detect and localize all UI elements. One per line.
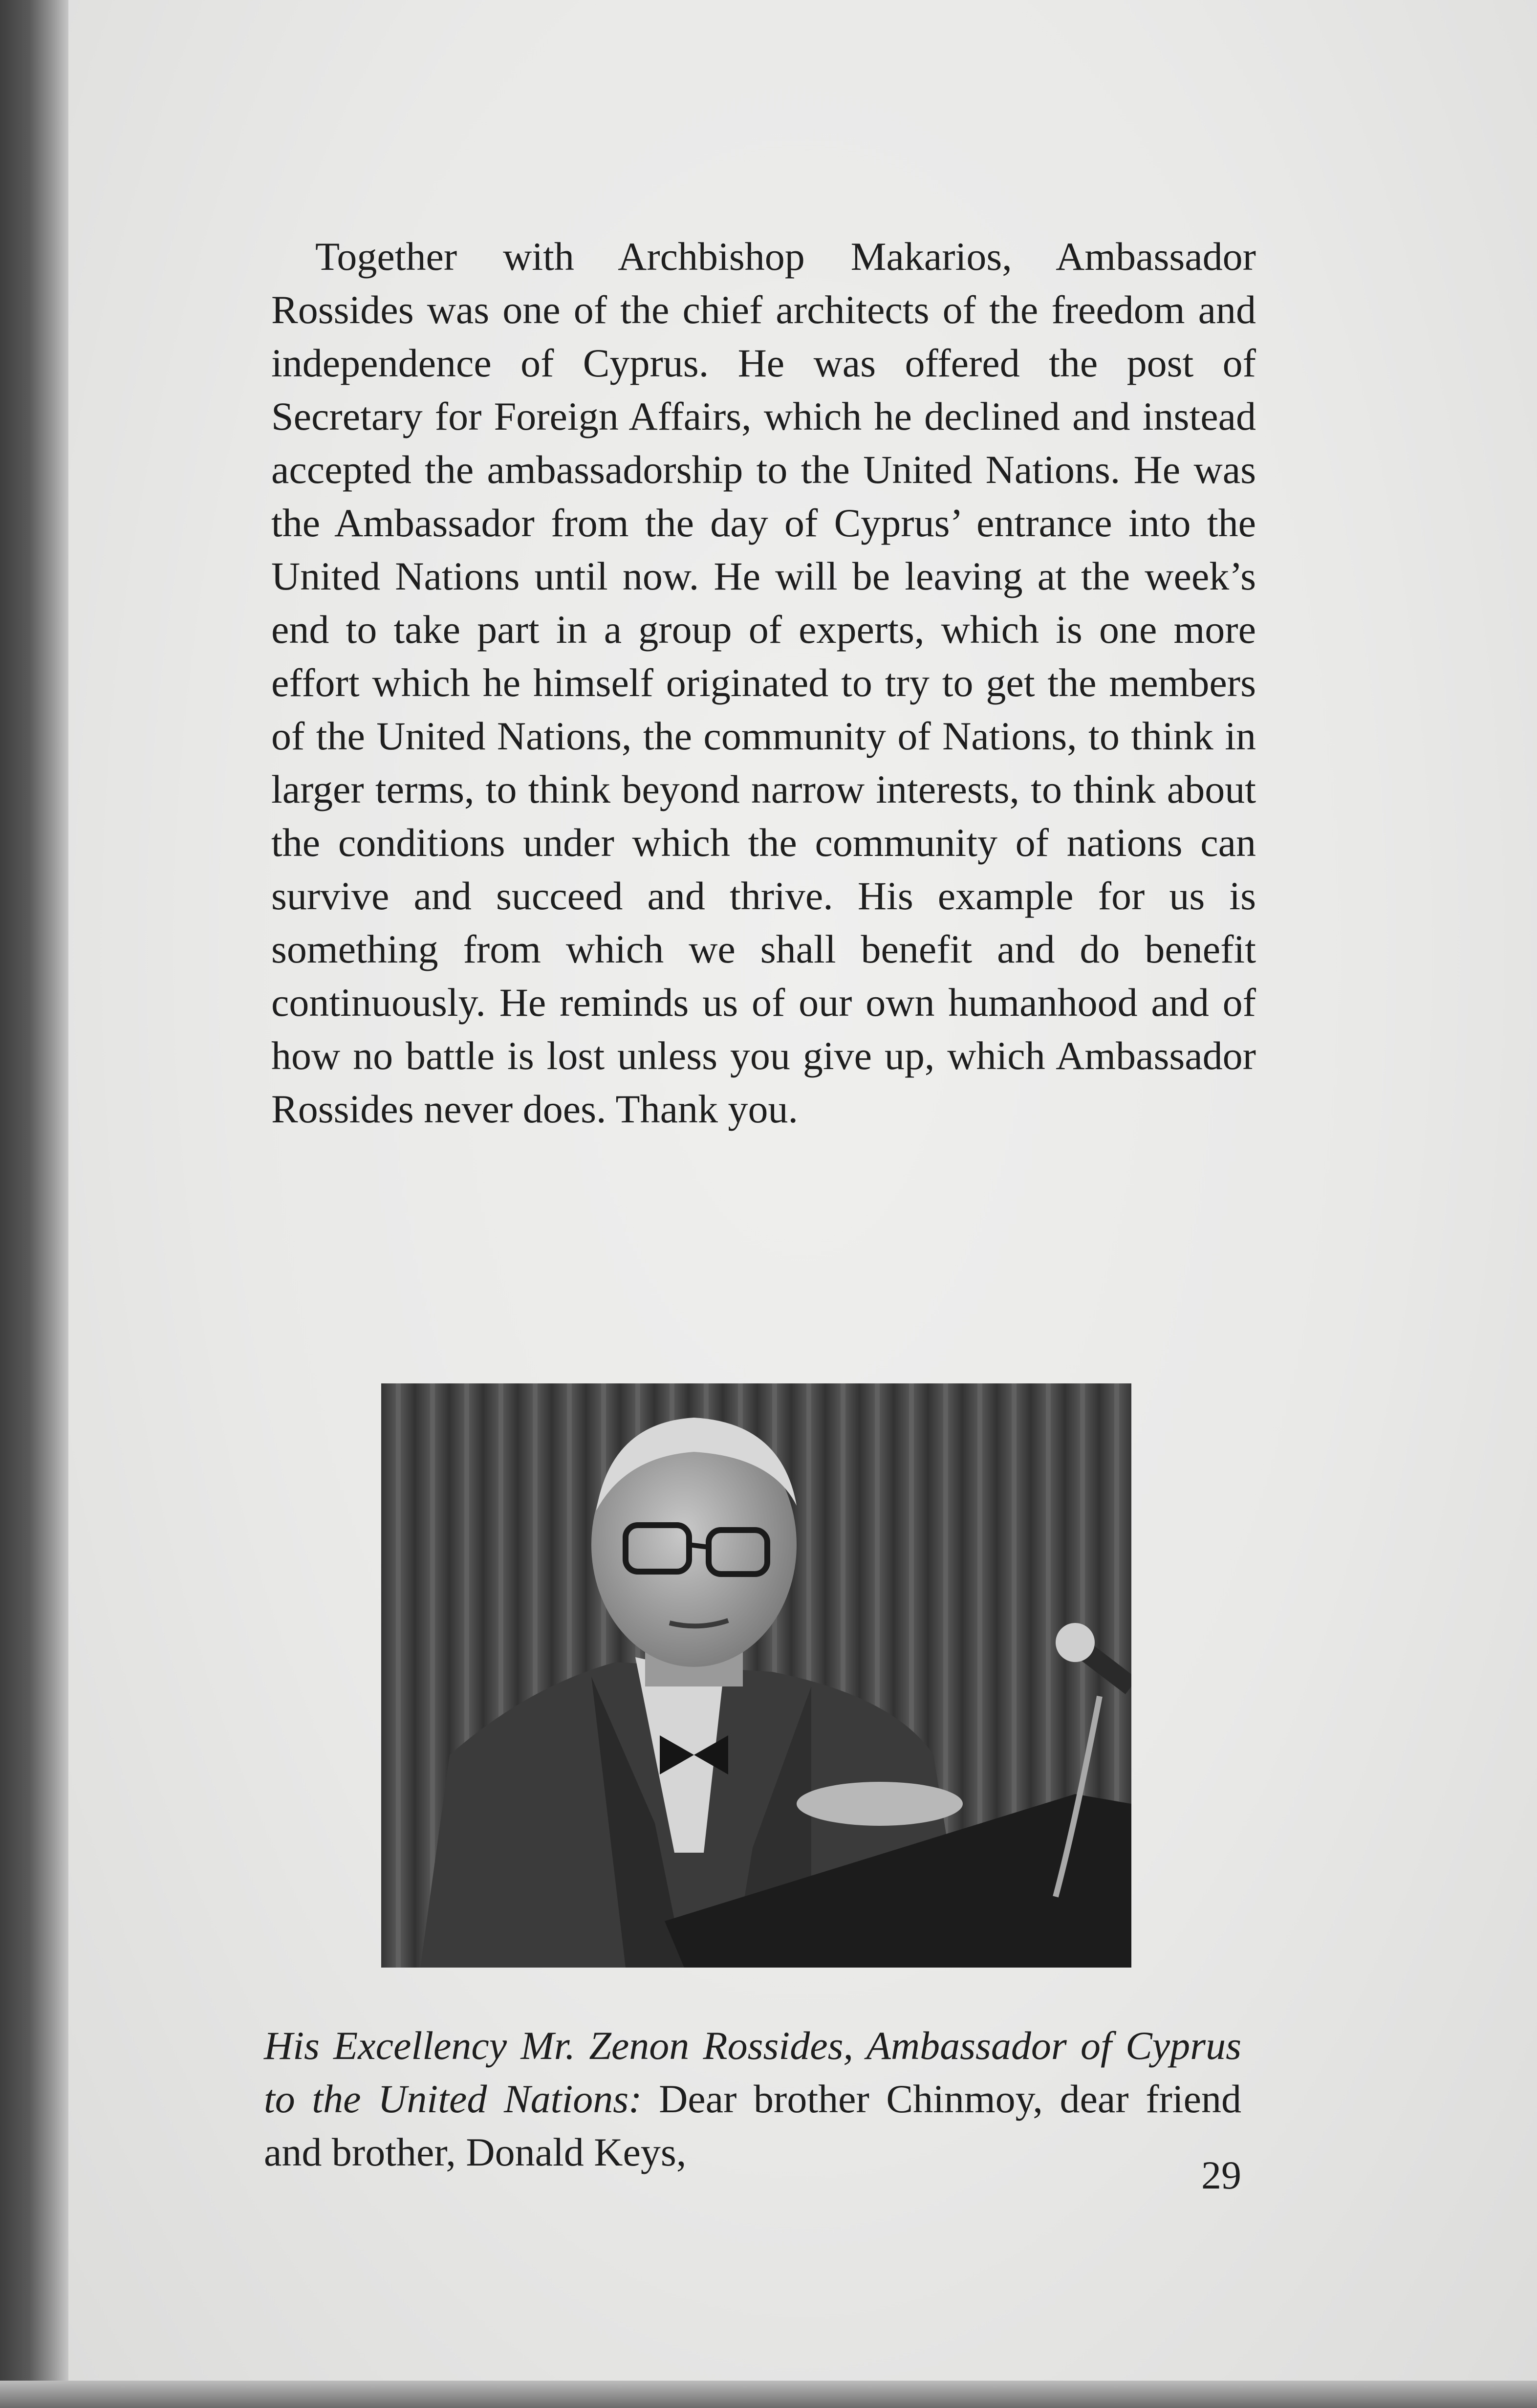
scan-edge (0, 2381, 1537, 2408)
body-paragraph: Together with Archbishop Makarios, Ambassador Rossides was one of the chief architects of the freedom and independence of Cyprus. He was offered the post of Secretary for Foreign Affairs, which he declined and instead accepted the ambassadorship to the United Nations. He was the Ambassador from the day of Cyprus’ entrance into the United Nations until now. He will be leaving at the week’s end to take part in a group of experts, which is one more effort which he himself originated to try to get the members of the United Nations, the community of Nations, to think in larger terms, to think beyond narrow interests, to think about the conditions under which the community of nations can survive and succeed and thrive. His example for us is something from which we shall benefit and do benefit continuously. He reminds us of our own humanhood and of how no battle is lost unless you give up, which Ambassador Rossides never does. Thank you. (271, 234, 1256, 1131)
page-number: 29 (1201, 2153, 1241, 2197)
speaker-caption (264, 2019, 1241, 2179)
speaker-photo (381, 1383, 1131, 1968)
speaker-name: His Excellency Mr. Zenon Rossides, Ambassador of Cyprus to the United Nations: (264, 2023, 1241, 2121)
speech-opening: Dear brother Chinmoy, dear friend and brother, Donald Keys, (264, 2077, 1241, 2174)
